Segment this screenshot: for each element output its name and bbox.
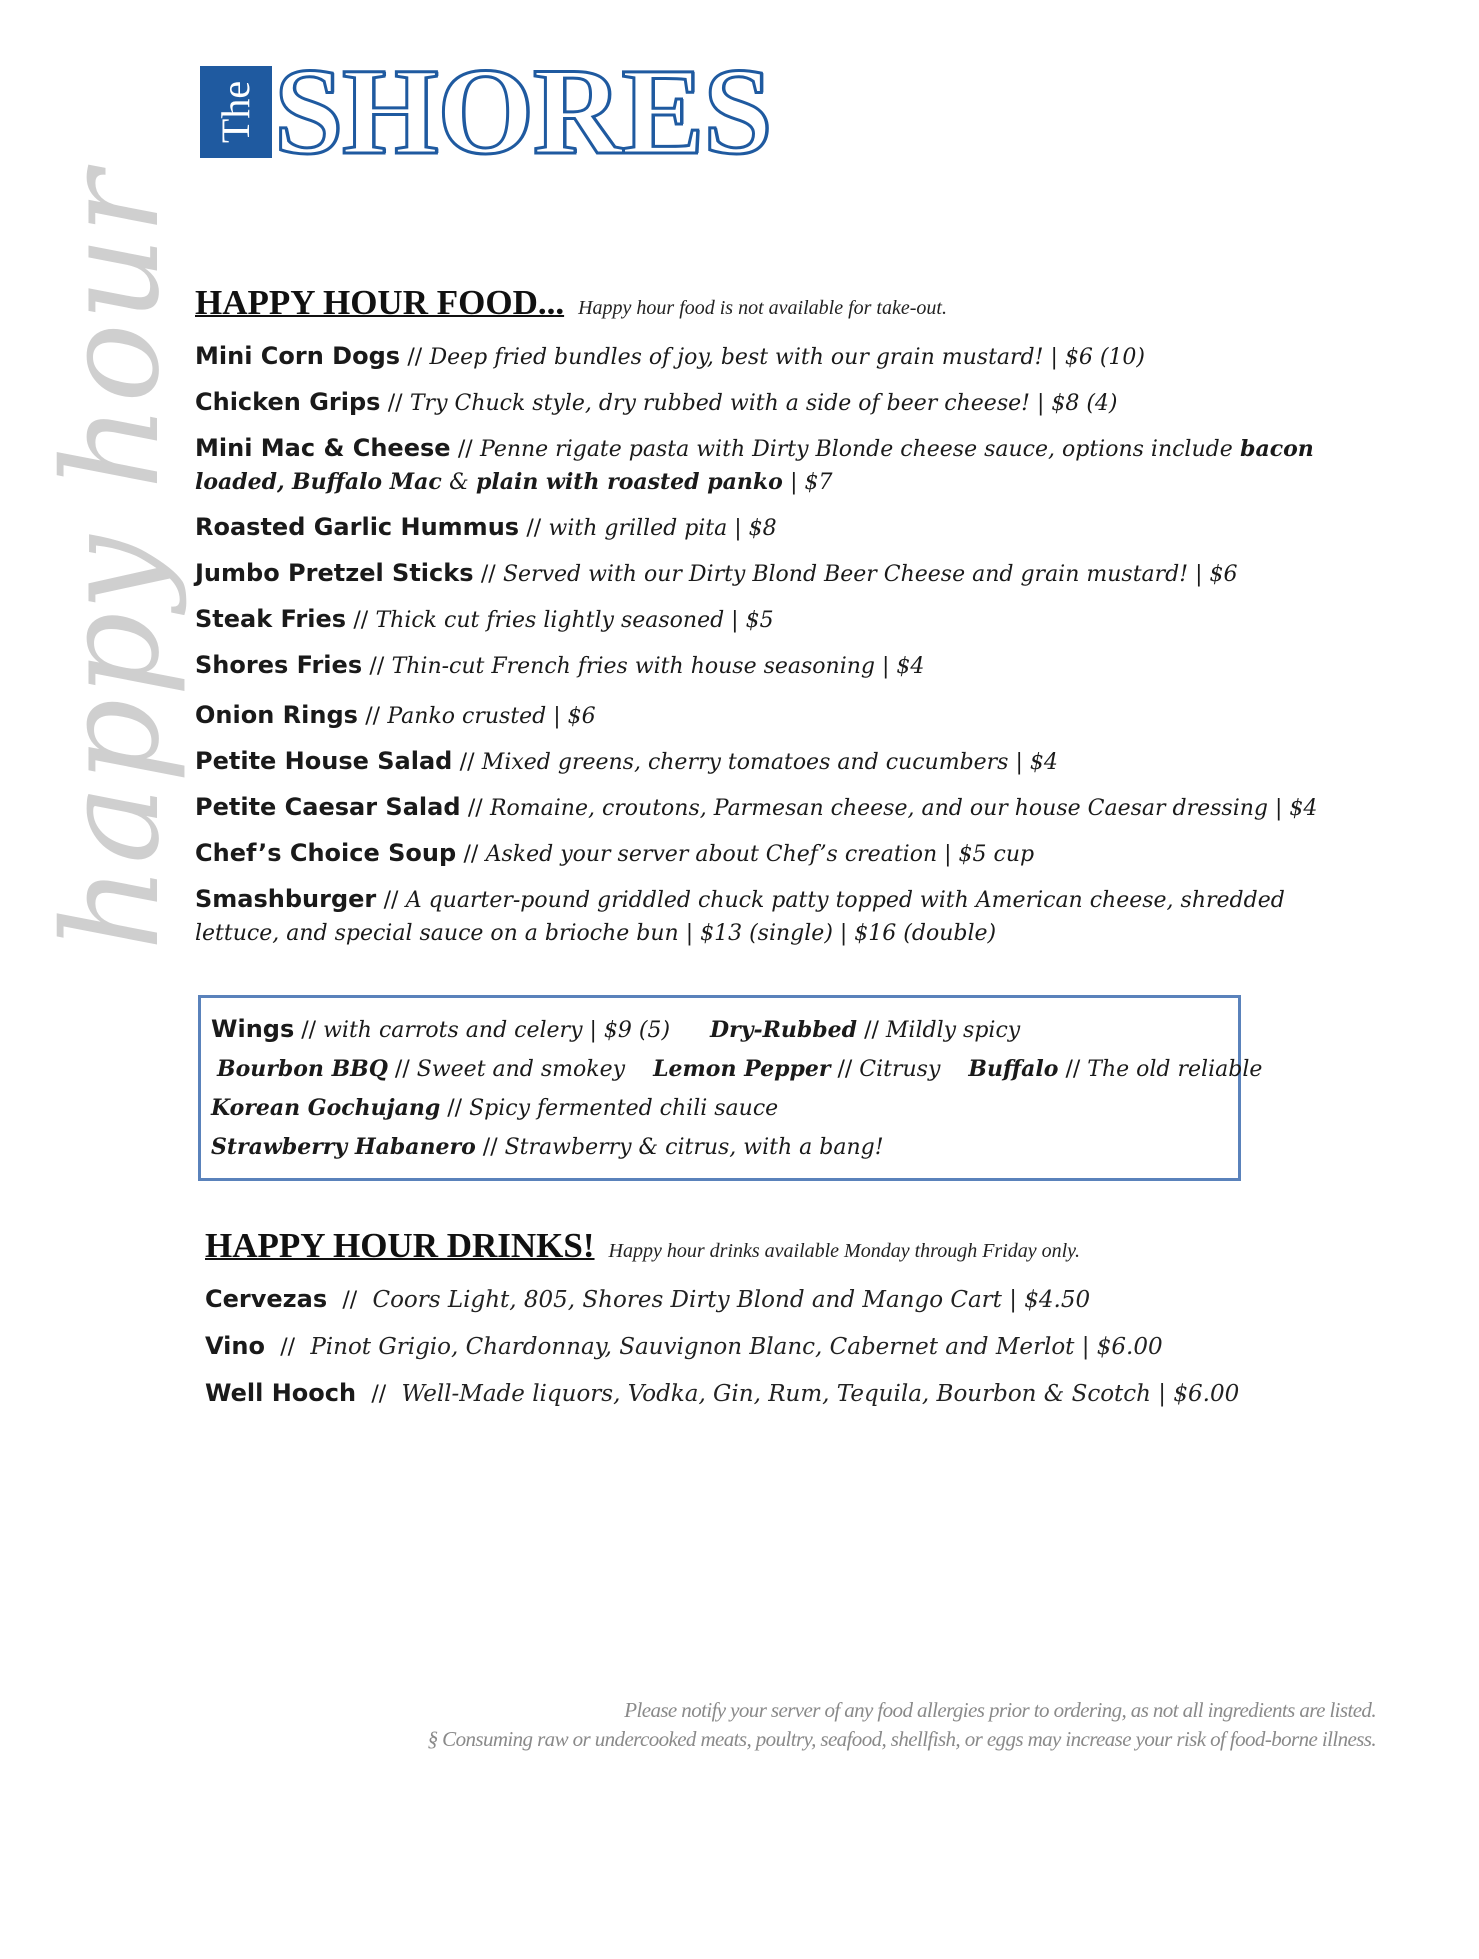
drink-item	[205, 1329, 1239, 1365]
separator: //	[467, 796, 483, 821]
logo-big-word: SHORES	[274, 43, 772, 180]
item-name: Mini Corn Dogs	[195, 342, 401, 370]
vertical-watermark: happy hour	[35, 169, 189, 951]
flavor-description: Sweet and smokey	[416, 1057, 626, 1082]
separator: //	[383, 888, 399, 913]
separator: //	[447, 1096, 463, 1121]
separator: //	[353, 608, 369, 633]
flavor-name: Korean Gochujang	[211, 1095, 441, 1121]
item-option-bold: plain with roasted panko	[476, 469, 783, 495]
separator: //	[394, 1057, 410, 1082]
wings-line	[211, 1089, 1228, 1128]
food-item	[195, 699, 1370, 733]
food-item	[195, 883, 1370, 950]
item-name: Mini Mac & Cheese	[195, 434, 451, 462]
wings-line	[211, 1128, 1228, 1167]
shores-logo	[200, 43, 772, 180]
flavor-description: Spicy fermented chili sauce	[469, 1096, 779, 1121]
flavor-name: Lemon Pepper	[653, 1056, 831, 1082]
item-name: Roasted Garlic Hummus	[195, 513, 520, 541]
separator: //	[837, 1057, 853, 1082]
separator: //	[482, 1135, 498, 1160]
item-description: Deep fried bundles of joy, best with our grain mustard! | $6 (10)	[429, 345, 1146, 370]
flavor-name: Bourbon BBQ	[217, 1056, 388, 1082]
item-price: | $7	[790, 470, 833, 495]
logo-small-word: The	[213, 80, 258, 144]
item-description: Penne rigate pasta with Dirty Blonde cheese sauce, options include	[480, 437, 1233, 462]
separator: //	[280, 1335, 296, 1360]
item-name: Steak Fries	[195, 605, 347, 633]
logo-box	[200, 66, 272, 158]
food-item	[195, 603, 1370, 637]
food-item	[195, 745, 1370, 779]
allergy-footer	[428, 1696, 1376, 1754]
flavor-description: The old reliable	[1087, 1057, 1263, 1082]
food-item	[195, 557, 1370, 591]
flavor-description: Mildly spicy	[885, 1018, 1021, 1043]
food-section-title: HAPPY HOUR FOOD...	[195, 283, 565, 322]
separator: //	[371, 1382, 387, 1407]
food-item	[195, 432, 1370, 499]
food-list	[195, 340, 1370, 962]
drink-name: Well Hooch	[205, 1379, 357, 1407]
drink-description: Well-Made liquors, Vodka, Gin, Rum, Tequila, Bourbon & Scotch | $6.00	[401, 1381, 1240, 1407]
separator: //	[301, 1018, 317, 1043]
wings-box	[198, 995, 1263, 1181]
item-name: Petite Caesar Salad	[195, 793, 461, 821]
drinks-section-title: HAPPY HOUR DRINKS!	[205, 1226, 595, 1265]
food-section-note: Happy hour food is not available for take-out.	[578, 297, 947, 319]
item-name: Onion Rings	[195, 701, 358, 729]
separator: //	[526, 516, 542, 541]
separator: //	[457, 437, 473, 462]
separator: //	[463, 842, 479, 867]
item-name: Chicken Grips	[195, 388, 381, 416]
separator: //	[407, 345, 423, 370]
separator: //	[480, 562, 496, 587]
separator: //	[1065, 1057, 1081, 1082]
item-description: Mixed greens, cherry tomatoes and cucumbers | $4	[481, 750, 1058, 775]
drink-name: Vino	[205, 1332, 265, 1360]
item-name: Shores Fries	[195, 651, 363, 679]
drink-name: Cervezas	[205, 1285, 328, 1313]
item-description: Asked your server about Chef’s creation | $5 cup	[485, 842, 1035, 867]
food-item	[195, 791, 1370, 825]
item-description: Served with our Dirty Blond Beer Cheese and grain mustard! | $6	[502, 562, 1238, 587]
separator: //	[342, 1288, 358, 1313]
footer-line-allergies: Please notify your server of any food allergies prior to ordering, as not all ingredients are listed.	[624, 1698, 1376, 1722]
food-item	[195, 386, 1370, 420]
item-description: Romaine, croutons, Parmesan cheese, and our house Caesar dressing | $4	[489, 796, 1318, 821]
wings-name: Wings	[211, 1015, 295, 1043]
item-name: Smashburger	[195, 885, 377, 913]
drink-item	[205, 1282, 1239, 1318]
flavor-name: Buffalo	[968, 1056, 1059, 1082]
drinks-list	[205, 1282, 1239, 1423]
item-option-bold: Buffalo Mac	[292, 469, 442, 495]
separator: //	[369, 654, 385, 679]
drink-description: Coors Light, 805, Shores Dirty Blond and Mango Cart | $4.50	[372, 1287, 1091, 1313]
item-description: Try Chuck style, dry rubbed with a side of beer cheese! | $8 (4)	[409, 391, 1118, 416]
flavor-description: Strawberry & citrus, with a bang!	[504, 1135, 884, 1160]
item-amp: &	[449, 470, 469, 495]
item-option-bold: bacon loaded,	[195, 436, 1314, 495]
item-name: Petite House Salad	[195, 747, 453, 775]
food-section-header	[195, 283, 947, 323]
drink-item	[205, 1376, 1239, 1412]
separator: //	[387, 391, 403, 416]
item-name: Chef’s Choice Soup	[195, 839, 457, 867]
drinks-section-note: Happy hour drinks available Monday through Friday only.	[608, 1240, 1080, 1262]
separator: //	[459, 750, 475, 775]
item-description: Thick cut fries lightly seasoned | $5	[375, 608, 774, 633]
flavor-name: Dry-Rubbed	[710, 1017, 858, 1043]
item-description: A quarter-pound griddled chuck patty topped with American cheese, shredded lettuce, and special sauce on a brioche bun | $13 (single) | $16 (double)	[195, 888, 1285, 946]
drinks-section-header	[205, 1226, 1080, 1266]
flavor-name: Strawberry Habanero	[211, 1134, 476, 1160]
food-item	[195, 511, 1370, 545]
food-item	[195, 649, 1370, 683]
wings-description: with carrots and celery | $9 (5)	[323, 1018, 671, 1043]
item-description: Panko crusted | $6	[387, 704, 596, 729]
drink-description: Pinot Grigio, Chardonnay, Sauvignon Blanc, Cabernet and Merlot | $6.00	[310, 1334, 1163, 1360]
item-description: Thin-cut French fries with house seasoning | $4	[391, 654, 925, 679]
food-item	[195, 340, 1370, 374]
separator: //	[365, 704, 381, 729]
footer-line-raw-warning: § Consuming raw or undercooked meats, poultry, seafood, shellfish, or eggs may increase your risk of food-borne illness.	[427, 1727, 1376, 1751]
wings-line	[211, 1050, 1263, 1089]
item-description: with grilled pita | $8	[548, 516, 777, 541]
item-name: Jumbo Pretzel Sticks	[195, 559, 474, 587]
food-item	[195, 837, 1370, 871]
wings-line	[211, 1010, 1228, 1050]
flavor-description: Citrusy	[859, 1057, 941, 1082]
separator: //	[864, 1018, 879, 1043]
